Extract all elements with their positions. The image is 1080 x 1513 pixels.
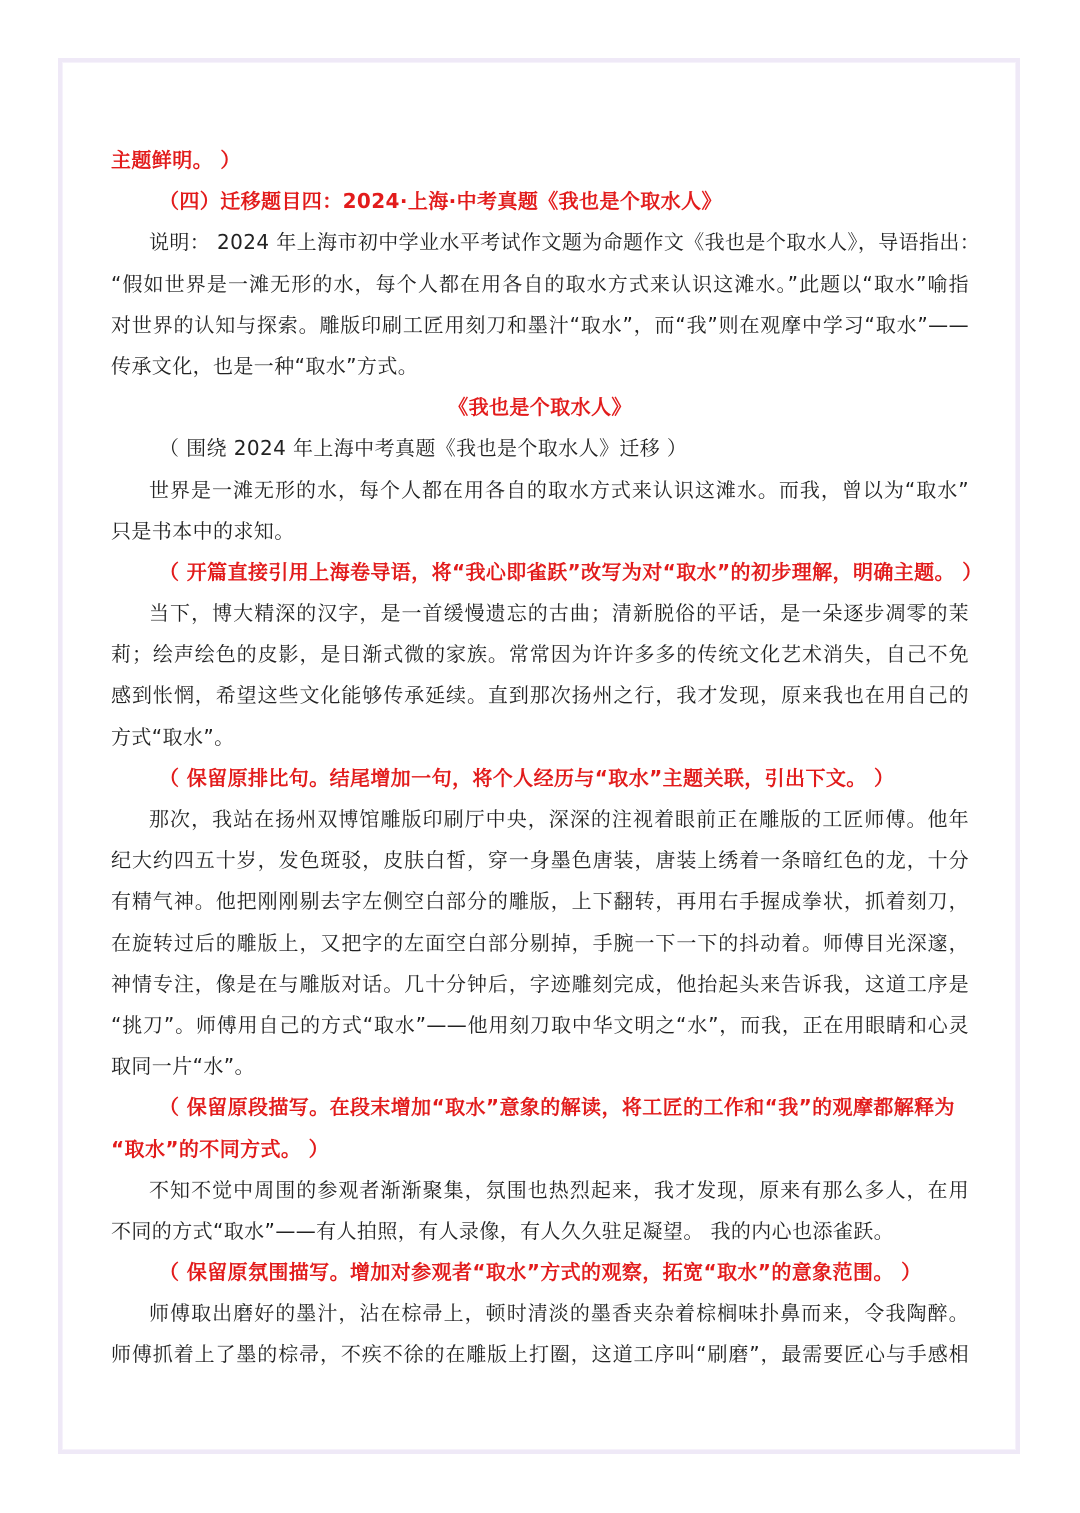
paragraph-line: 那次，我站在扬州双博馆雕版印刷厅中央，深深的注视着眼前正在雕版的工匠师傅。他年: [149, 807, 969, 831]
annotation-text: 主题鲜明。 ）: [111, 148, 241, 172]
document-body: [111, 140, 983, 1376]
paragraph-line: 对世界的认知与探索。雕版印刷工匠用刻刀和墨汁“取水”，而“我”则在观摩中学习“取水”——: [111, 312, 969, 337]
paragraph-line: “假如世界是一滩无形的水，每个人都在用各自的取水方式来认识这滩水。”此题以“取水”喻指: [111, 271, 969, 296]
paragraph-line: 师傅取出磨好的墨汁，沾在棕帚上，顿时清淡的墨香夹杂着棕榈味扑鼻而来，令我陶醉。: [149, 1301, 969, 1326]
paragraph-line: 有精气神。他把刚刚剔去字左侧空白部分的雕版，上下翻转，再用右手握成拳状，抓着刻刀，: [111, 889, 969, 914]
annotation-text: “取水”的不同方式。 ）: [111, 1136, 330, 1161]
paragraph-line: 方式“取水”。: [111, 724, 235, 749]
annotation-text: （ 保留原段描写。在段末增加“取水”意象的解读，将工匠的工作和“我”的观摩都解释为: [159, 1095, 955, 1120]
paragraph-line: 只是书本中的求知。: [111, 518, 295, 543]
paragraph-line: 当下，博大精深的汉字，是一首缓慢遗忘的古曲；清新脱俗的平话，是一朵逐步凋零的茉: [149, 601, 969, 626]
paragraph-line: 神情专注，像是在与雕版对话。几十分钟后，字迹雕刻完成，他抬起头来告诉我，这道工序是: [111, 971, 969, 996]
paragraph-line: 不知不觉中周围的参观者渐渐聚集，氛围也热烈起来，我才发现，原来有那么多人，在用: [149, 1177, 969, 1202]
paragraph-line: 纪大约四五十岁，发色斑驳，皮肤白皙，穿一身墨色唐装，唐装上绣着一条暗红色的龙，十分: [111, 848, 969, 873]
annotation-text: （ 保留原氛围描写。增加对参观者“取水”方式的观察，拓宽“取水”的意象范围。 ）: [159, 1260, 922, 1285]
paragraph-line: 师傅抓着上了墨的棕帚，不疾不徐的在雕版上打圈，这道工序叫“刷磨”，最需要匠心与手感相: [111, 1342, 969, 1367]
paragraph-line: 感到怅惘，希望这些文化能够传承延续。直到那次扬州之行，我才发现，原来我也在用自己的: [111, 683, 969, 708]
paragraph-line: 不同的方式“取水”——有人拍照，有人录像，有人久久驻足凝望。 我的内心也添雀跃。: [111, 1218, 895, 1243]
essay-title: 《我也是个取水人》: [448, 395, 632, 420]
paragraph-line: 莉；绘声绘色的皮影，是日渐式微的家族。常常因为许许多多的传统文化艺术消失，自己不免: [111, 642, 969, 667]
paragraph-line: 传承文化，也是一种“取水”方式。: [111, 353, 419, 378]
annotation-text: （ 保留原排比句。结尾增加一句，将个人经历与“取水”主题关联，引出下文。 ）: [159, 765, 895, 790]
section-heading: （四）迁移题目四：2024·上海·中考真题《我也是个取水人》: [159, 189, 722, 214]
paragraph-line: 在旋转过后的雕版上，又把字的左面空白部分剔掉，手腕一下一下的抖动着。师傅目光深邃，: [111, 930, 969, 955]
essay-subtitle: （ 围绕 2024 年上海中考真题《我也是个取水人》迁移 ）: [159, 436, 688, 461]
annotation-text: （ 开篇直接引用上海卷导语，将“我心即雀跃”改写为对“取水”的初步理解，明确主题。 ）: [159, 559, 983, 584]
paragraph-line: “挑刀”。师傅用自己的方式“取水”——他用刻刀取中华文明之“水”，而我，正在用眼睛和心灵: [111, 1012, 969, 1037]
paragraph-line: 世界是一滩无形的水，每个人都在用各自的取水方式来认识这滩水。而我，曾以为“取水”: [149, 477, 969, 502]
paragraph-line: 取同一片“水”。: [111, 1054, 255, 1079]
paragraph-line: 说明： 2024 年上海市初中学业水平考试作文题为命题作文《我也是个取水人》，导语指出：: [149, 230, 981, 255]
